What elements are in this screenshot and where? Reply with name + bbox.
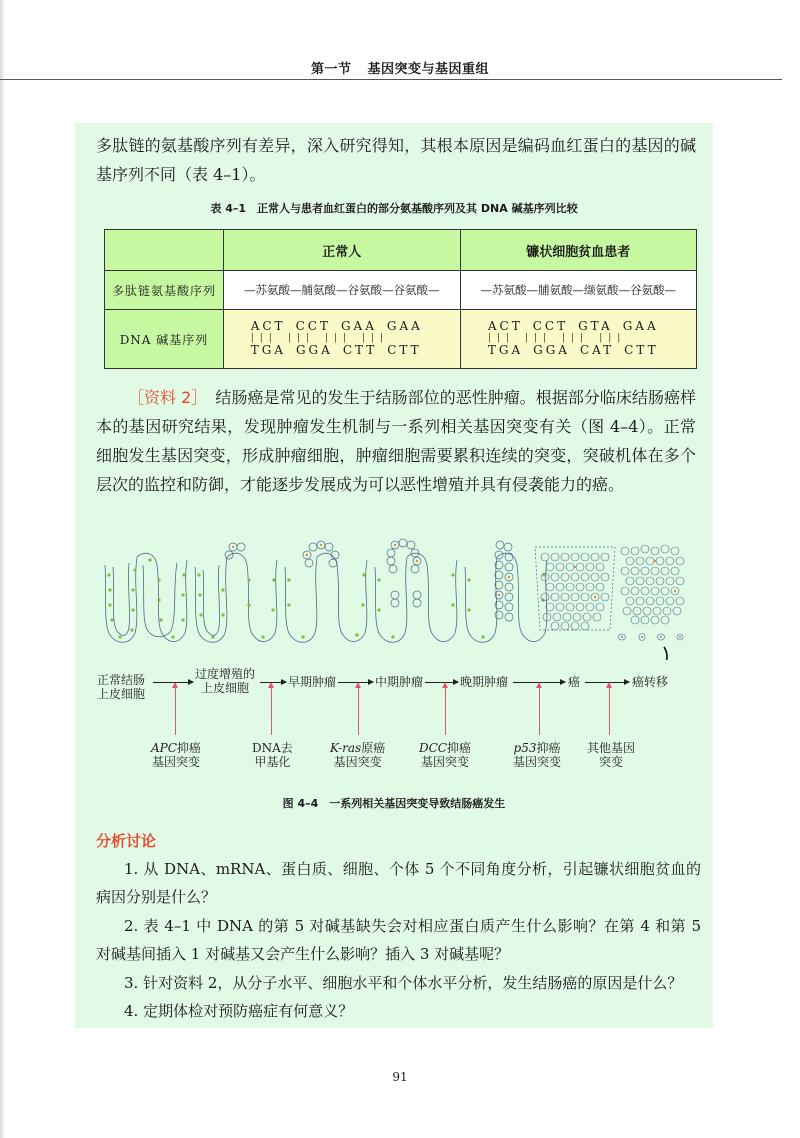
- section-title: 基因突变与基因重组: [367, 62, 490, 77]
- stage-late-tumor: 晚期肿瘤: [460, 675, 509, 689]
- running-head: [0, 58, 800, 77]
- base-pair-bars: |||: [487, 333, 515, 343]
- metastasis-bracket: [664, 647, 667, 660]
- normal-cell-nuclei: [107, 558, 545, 638]
- material-2-label: ［资料 2］: [128, 388, 208, 407]
- dna-normal: [224, 310, 461, 369]
- dna-sequence-normal: [251, 320, 433, 356]
- table-header-normal: 正常人: [224, 230, 461, 271]
- mutation-arrow: [445, 683, 446, 735]
- discussion-question-3: 3. 针对资料 2，从分子水平、细胞水平和个体水平分析，发生结肠癌的原因是什么？: [124, 974, 683, 992]
- metastasis-cells: [619, 545, 685, 641]
- codon: CCT: [295, 319, 331, 333]
- table-caption: 表 4–1 正常人与患者血红蛋白的部分氨基酸序列及其 DNA 碱基序列比较: [210, 202, 578, 215]
- page-number: 91: [392, 1070, 408, 1084]
- cause-other-mutations: 其他基因 突变: [587, 741, 636, 769]
- codon: GTA: [578, 319, 613, 333]
- figure-caption: 图 4–4 一系列相关基因突变导致结肠癌发生: [282, 797, 506, 810]
- stage-intermediate-tumor: 中期肿瘤: [375, 675, 424, 689]
- row-label-amino-acid: 多肽链氨基酸序列: [105, 271, 224, 310]
- dna-sequence-patient: [488, 320, 669, 356]
- codon: CCT: [532, 319, 569, 333]
- stage-hyperproliferative-epithelium: 过度增殖的 上皮细胞: [195, 667, 256, 695]
- page-edge-shadow: [0, 0, 6, 1138]
- cause-dna-demethylation: DNA去 甲基化: [252, 741, 293, 769]
- mutation-arrow: [539, 683, 540, 735]
- codon: GAA: [622, 319, 659, 333]
- codon: GGA: [295, 343, 333, 357]
- codon: CTT: [624, 343, 659, 357]
- material-2-paragraph: [96, 383, 696, 499]
- table-header-blank: [105, 230, 224, 271]
- table-row-amino-acid: [105, 271, 697, 310]
- codon: CTT: [342, 343, 378, 357]
- discussion-question-4: 4. 定期体检对预防癌症有何意义？: [124, 1002, 354, 1020]
- stage-early-tumor: 早期肿瘤: [288, 675, 337, 689]
- base-pair-bars: |||: [524, 333, 553, 343]
- base-pair-bars: |||: [362, 333, 390, 343]
- codon: GGA: [533, 343, 570, 357]
- base-pair-bars: |||: [250, 333, 278, 343]
- material-2-text: 结肠癌是常见的发生于结肠部位的恶性肿瘤。根据部分临床结肠癌样本的基因研究结果，发现肿瘤发生机制与一系列相关基因突变有关（图 4–4）。正常细胞发生基因突变，形成肿瘤细胞，肿瘤细胞需要累积连续的突变，突破机体在多个层次的监控和防御，才能逐步发展成为可以恶性增殖并具有侵袭能力的癌。: [96, 388, 696, 494]
- row-label-dna: DNA 碱基序列: [105, 310, 224, 369]
- cause-apc-mutation: APC抑癌 基因突变: [151, 741, 201, 769]
- codon: CAT: [579, 343, 615, 357]
- mutation-arrow: [175, 683, 176, 735]
- base-pair-bars: |||: [599, 333, 627, 343]
- colon-cancer-progression-illustration: [95, 535, 715, 660]
- table-row-dna: [105, 310, 697, 369]
- codon: CTT: [387, 343, 422, 357]
- section-number: 第一节: [310, 62, 352, 77]
- discussion-question-2: 2. 表 4–1 中 DNA 的第 5 对碱基缺失会对相应蛋白质产生什么影响？在第 4 和第 5 对碱基间插入 1 对碱基又会产生什么影响？插入 3 对碱基呢？: [96, 917, 701, 963]
- stage-normal-epithelium: 正常结肠 上皮细胞: [97, 673, 146, 701]
- dna-patient: [460, 310, 697, 369]
- cause-kras-mutation: K-ras原癌 基因突变: [330, 741, 386, 769]
- stage-metastasis: 癌转移: [632, 675, 669, 689]
- comparison-table: [104, 229, 697, 369]
- mutation-arrow: [609, 683, 610, 735]
- cell-nuclei-dots: [621, 636, 681, 638]
- table-header-patient: 镰状细胞贫血患者: [460, 230, 697, 271]
- discussion-title: 分析讨论: [96, 832, 157, 850]
- base-pair-bars: |||: [287, 333, 315, 343]
- crypt-inner: [113, 563, 130, 635]
- amino-acid-patient: —苏氨酸—脯氨酸—缬氨酸—谷氨酸—: [460, 271, 697, 310]
- mutation-arrow: [358, 683, 359, 735]
- carcinoma-cells: [541, 553, 609, 630]
- tumor-cell-nuclei: [232, 544, 676, 598]
- codon: ACT: [487, 319, 523, 333]
- base-pair-bars: |||: [324, 333, 353, 343]
- stage-carcinoma: 癌: [568, 675, 581, 689]
- intro-paragraph: 多肽链的氨基酸序列有差异，深入研究得知，其根本原因是编码血红蛋白的基因的碱基序列不同（表 4–1）。: [96, 136, 696, 184]
- discussion-question-1: 1. 从 DNA、mRNA、蛋白质、细胞、个体 5 个不同角度分析，引起镰状细胞贫血的病因分别是什么？: [96, 860, 701, 906]
- codon: GAA: [386, 319, 423, 333]
- table-header-row: [105, 230, 697, 271]
- progression-flow-diagram: [95, 665, 715, 785]
- codon: GAA: [340, 319, 377, 333]
- base-pair-bars: |||: [562, 333, 590, 343]
- codon: TGA: [487, 343, 524, 357]
- codon: TGA: [250, 343, 286, 357]
- header-rule: [0, 79, 782, 80]
- codon: ACT: [250, 319, 286, 333]
- mutation-arrow: [271, 683, 272, 735]
- cause-dcc-mutation: DCC抑癌 基因突变: [419, 741, 471, 769]
- cause-p53-mutation: p53抑癌 基因突变: [513, 741, 562, 769]
- amino-acid-normal: —苏氨酸—脯氨酸—谷氨酸—谷氨酸—: [224, 271, 461, 310]
